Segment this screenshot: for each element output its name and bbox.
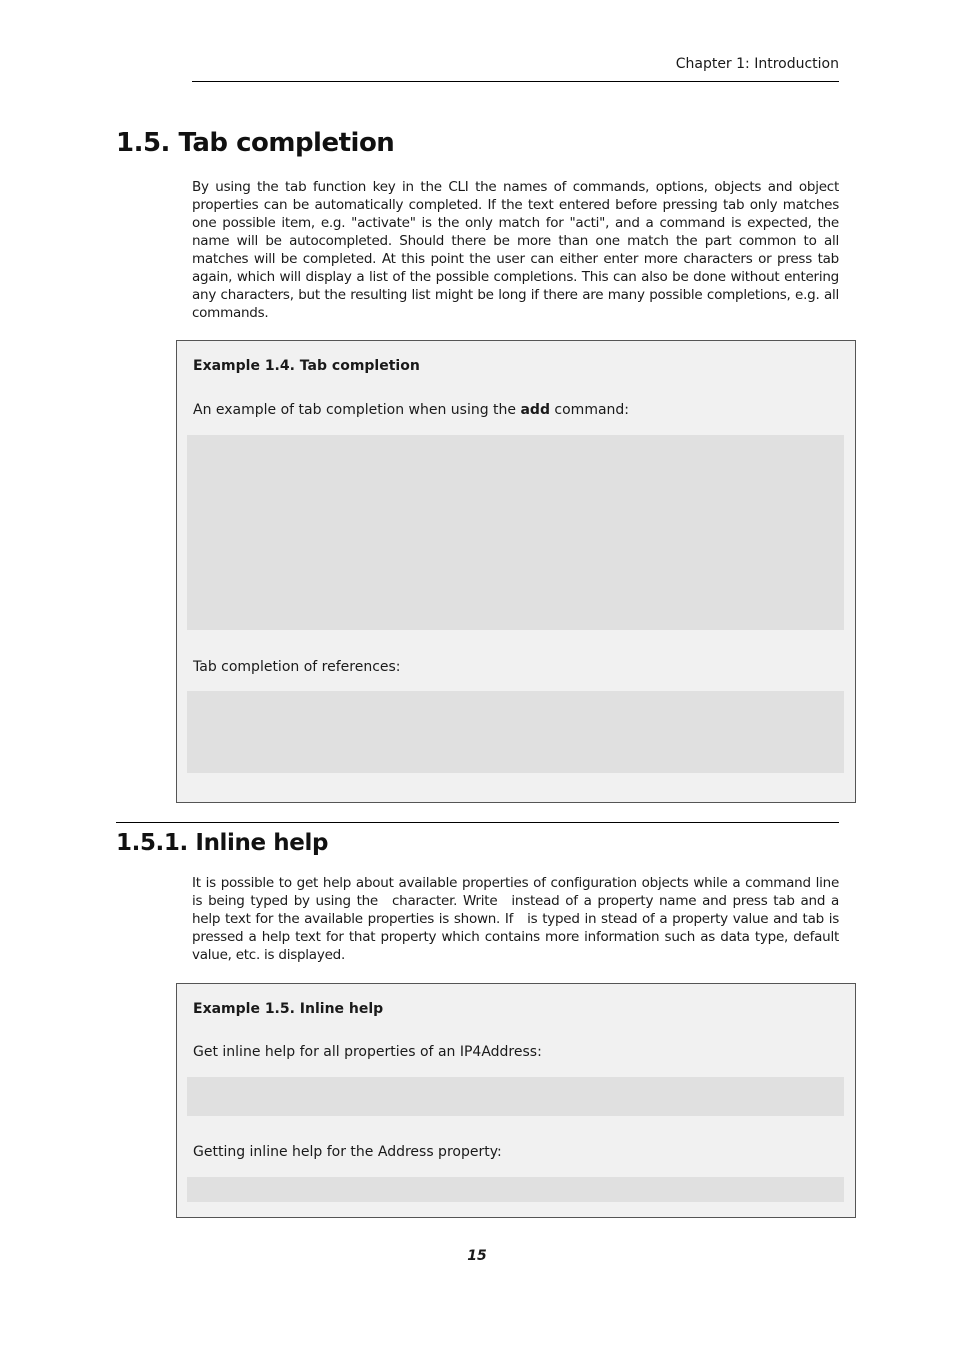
code-block-references [187, 691, 844, 773]
chapter-title: Chapter 1: Introduction [675, 56, 839, 72]
paragraph-part-3: instead of a property name and press tab and a help text for the available properties is shown. If [192, 893, 839, 927]
section-paragraph: By using the tab function key in the CLI the names of commands, options, objects and object properties can be automatically completed. If the text entered before pressing tab only matches one possible item, e.g. "activate" is the only match for "acti", and a command is expected, the name will be autocompleted. Should there be more than one match the part common to all matches will be completed. At this point the user can either enter more characters or press tab again, which will display a list of the possible completions. This can also be done without entering any characters, but the resulting list might be long if there are many possible completions, e.g. all commands. [192, 179, 839, 321]
subsection-paragraph [192, 874, 839, 964]
example-title: Example 1.5. Inline help [193, 1001, 384, 1017]
intro-before: An example of tab completion when using the [193, 402, 521, 418]
example-inline-help [176, 983, 856, 1218]
example-title: Example 1.4. Tab completion [193, 358, 420, 374]
example-intro [193, 401, 629, 419]
paragraph-part-2: character. Write [392, 893, 498, 909]
page-header [192, 55, 839, 82]
code-block-address [187, 1177, 844, 1202]
references-label: Tab completion of references: [193, 659, 401, 675]
intro-after: command: [549, 402, 630, 418]
example-intro: Get inline help for all properties of an IP4Address: [193, 1044, 542, 1060]
paragraph-part-1: It is possible to get help about available properties of configuration objects while a command line is being typed by using the [192, 875, 839, 909]
section-divider [116, 822, 839, 823]
address-label: Getting inline help for the Address property: [193, 1144, 502, 1160]
subsection-title: 1.5.1. Inline help [116, 830, 329, 856]
paragraph-part-4: is typed in stead of a property value and tab is pressed a help text for that property which contains more information such as data type, default value, etc. is displayed. [192, 911, 839, 963]
example-tab-completion [176, 340, 856, 803]
page-number: 15 [467, 1248, 487, 1264]
section-title: 1.5. Tab completion [116, 128, 395, 158]
code-block-add [187, 435, 844, 630]
code-block-ip4address [187, 1077, 844, 1116]
add-command: add [520, 402, 550, 418]
